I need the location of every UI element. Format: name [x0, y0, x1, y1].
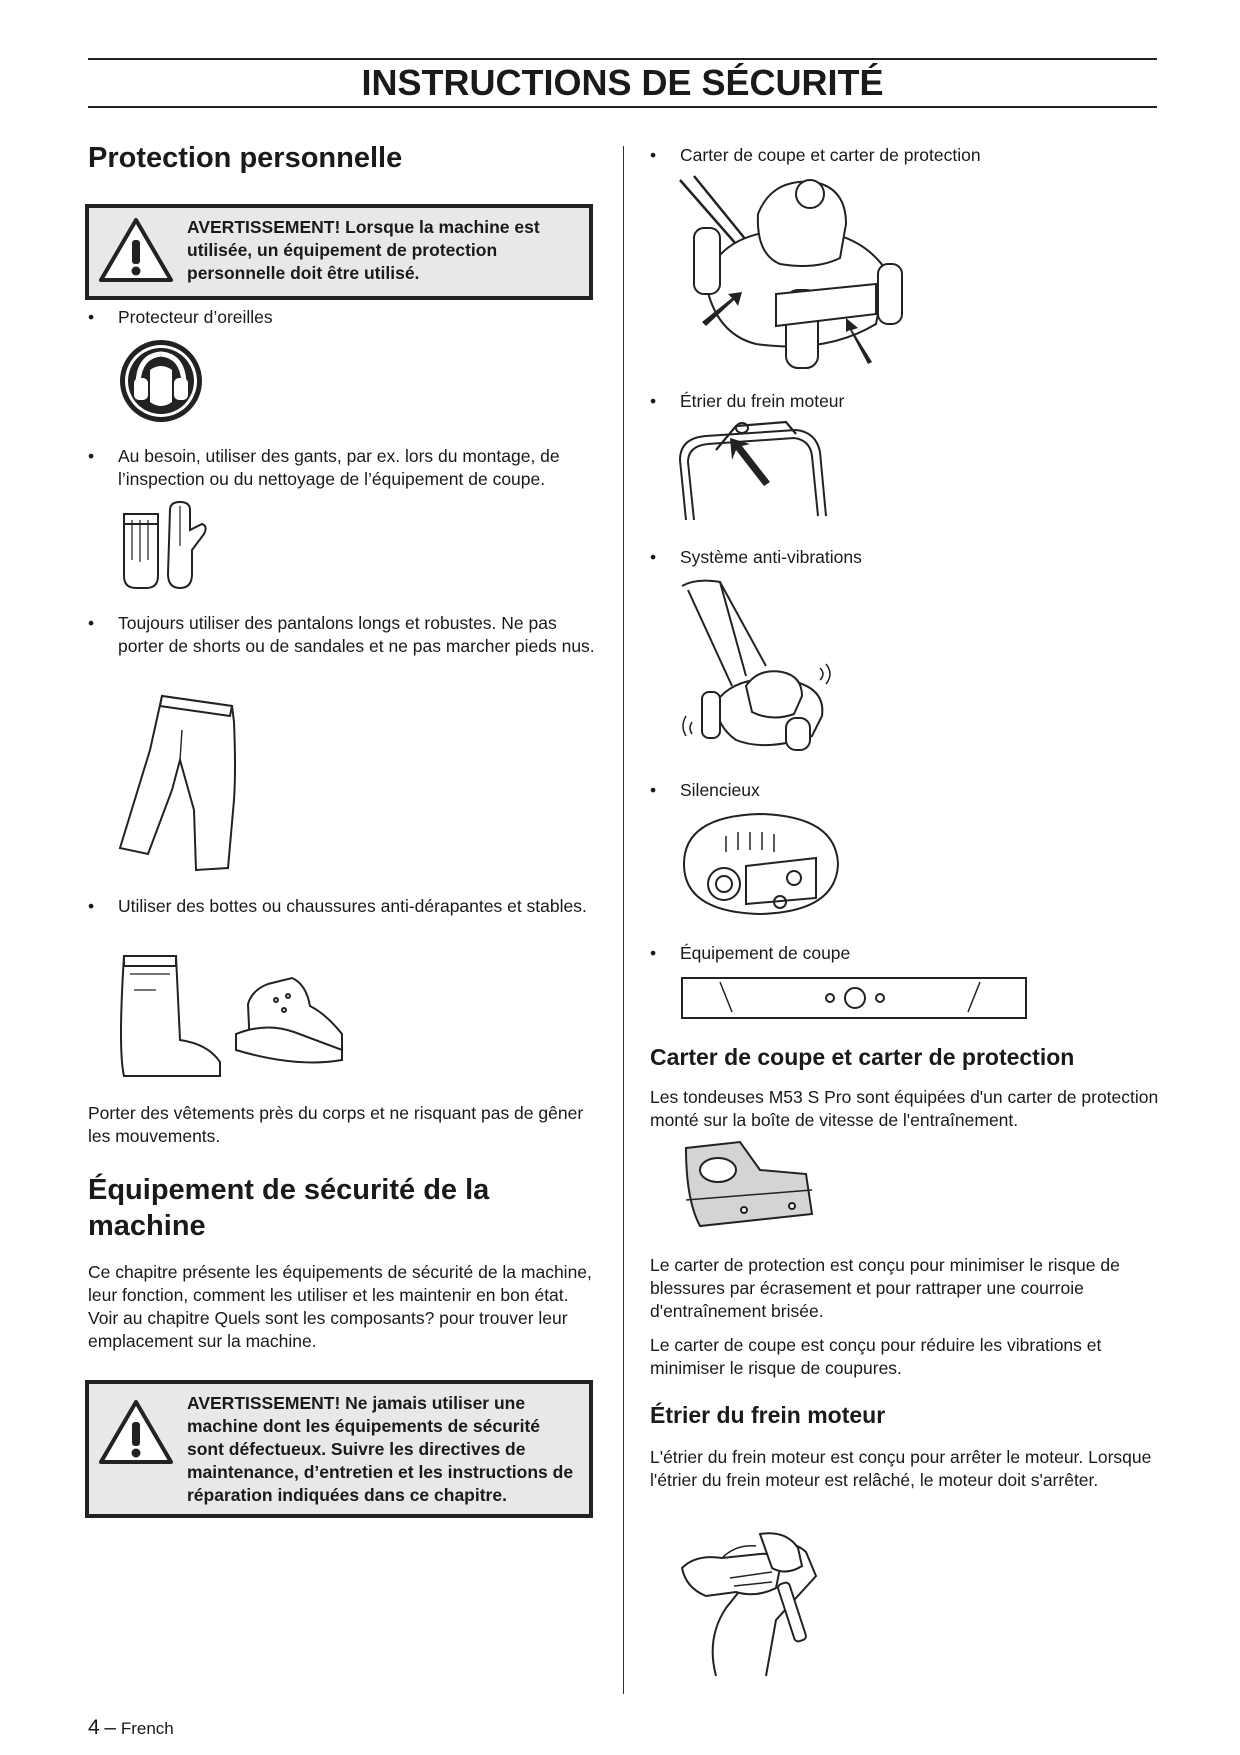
- mower-guard-illustration: [676, 174, 912, 370]
- warning-box-ppe: [85, 204, 593, 300]
- subsection-title-cutting-guard: Carter de coupe et carter de protection: [650, 1044, 1075, 1070]
- anti-vibration-illustration: [676, 576, 836, 752]
- list-item-anti-vibration: • Système anti-vibrations: [650, 547, 862, 567]
- brake-handle-paragraph: L'étrier du frein moteur est conçu pour arrêter le moteur. Lorsque l'étrier du frein moteur est relâché, le moteur doit s'arrêter.: [650, 1447, 1152, 1490]
- hand-on-brake-illustration: [676, 1528, 822, 1678]
- list-item-brake-handle: • Étrier du frein moteur: [650, 391, 845, 411]
- list-item-trousers: • Toujours utiliser des pantalons longs et robustes. Ne pas porter de shorts ou de sandales et ne pas marcher pieds nus.: [88, 613, 595, 656]
- ear-protection-icon: [118, 338, 204, 424]
- section-title-machine-safety: Équipement de sécurité de la machine: [88, 1174, 490, 1242]
- subsection-title-brake-handle: Étrier du frein moteur: [650, 1402, 886, 1428]
- list-item-cutting-guard: • Carter de coupe et carter de protection: [650, 145, 981, 165]
- muffler-illustration: [676, 808, 842, 918]
- warning-text-ppe: AVERTISSEMENT! Lorsque la machine est utilisée, un équipement de protection personnelle doit être utilisé.: [187, 217, 540, 283]
- list-item-ear-protection: • Protecteur d’oreilles: [88, 307, 273, 327]
- clothing-paragraph: Porter des vêtements près du corps et ne risquant pas de gêner les mouvements.: [88, 1103, 584, 1146]
- footer-language: French: [120, 1719, 174, 1738]
- machine-safety-paragraph: Ce chapitre présente les équipements de sécurité de la machine, leur fonction, comment les utiliser et les maintenir en bon état. Voir au chapitre Quels sont les composants? pour trouver leur emplacement sur la machine.: [88, 1262, 592, 1351]
- trousers-illustration: [116, 690, 240, 874]
- warning-triangle-icon: [97, 216, 175, 284]
- protective-cover-illustration: [680, 1140, 818, 1230]
- list-item-gloves: • Au besoin, utiliser des gants, par ex. lors du montage, de l’inspection ou du nettoyage de l’équipement de coupe.: [88, 446, 560, 489]
- gloves-illustration: [118, 500, 210, 592]
- column-divider: [623, 146, 624, 1694]
- page-footer: [88, 1716, 174, 1740]
- warning-box-defective-equipment: [85, 1380, 593, 1518]
- list-item-muffler: • Silencieux: [650, 780, 760, 800]
- section-title-personal-protection: Protection personnelle: [88, 142, 403, 174]
- list-item-boots: • Utiliser des bottes ou chaussures anti-dérapantes et stables.: [88, 896, 587, 916]
- brake-handle-illustration: [676, 420, 832, 522]
- footer-dash: –: [104, 1716, 117, 1739]
- boots-illustration: [116, 950, 352, 1082]
- cutting-guard-paragraph-1: Les tondeuses M53 S Pro sont équipées d'un carter de protection monté sur la boîte de vitesse de l'entraînement.: [650, 1087, 1159, 1130]
- cutting-guard-paragraph-2: Le carter de protection est conçu pour minimiser le risque de blessures par écrasement et pour rattraper une courroie d'entraînement brisée.: [650, 1255, 1120, 1321]
- list-item-cutting-equipment: • Équipement de coupe: [650, 943, 851, 963]
- blade-illustration: [680, 972, 1030, 1024]
- warning-text-defective-equipment: AVERTISSEMENT! Ne jamais utiliser une machine dont les équipements de sécurité sont défectueux. Suivre les directives de maintenance, d’entretien et les instructions de réparation indiquées dans ce chapitre.: [187, 1393, 574, 1505]
- page-title: INSTRUCTIONS DE SÉCURITÉ: [88, 58, 1157, 108]
- page-number: 4: [88, 1716, 100, 1739]
- warning-triangle-icon: [97, 1398, 175, 1466]
- cutting-guard-paragraph-3: Le carter de coupe est conçu pour réduire les vibrations et minimiser le risque de coupures.: [650, 1335, 1102, 1378]
